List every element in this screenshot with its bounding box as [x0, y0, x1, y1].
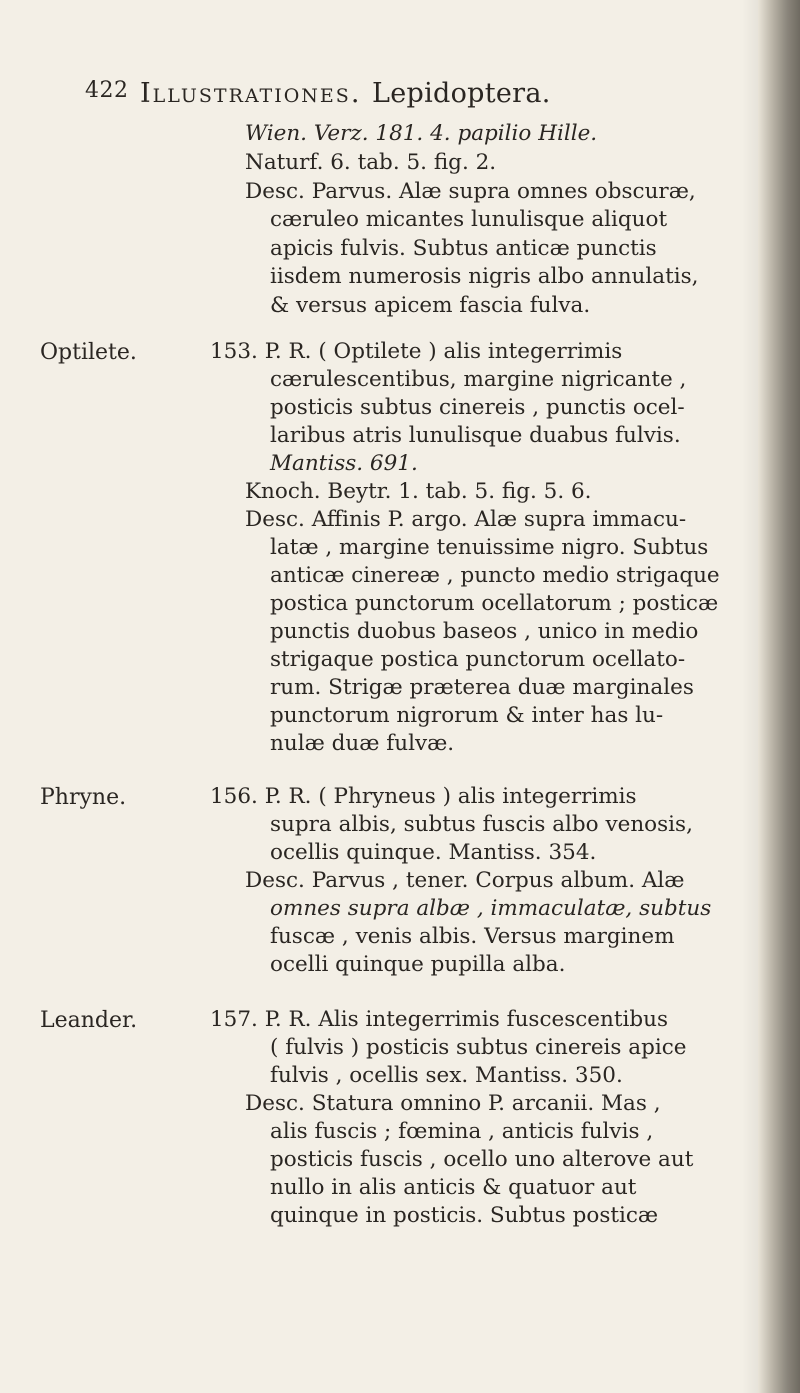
page-gutter: [758, 0, 800, 1393]
text-line: Desc. Affinis P. argo. Alæ supra immacu-: [245, 507, 687, 532]
text-line: cærulescentibus, margine nigricante ,: [270, 367, 687, 392]
text-line: punctis duobus baseos , unico in medio: [270, 619, 699, 644]
text-line: quinque in posticis. Subtus posticæ: [270, 1203, 659, 1228]
text-line: strigaque postica punctorum ocellato-: [270, 647, 686, 672]
text-line: Wien. Verz. 181. 4. papilio Hille.: [245, 121, 598, 146]
text-line: anticæ cinereæ , puncto medio strigaque: [270, 563, 720, 588]
text-line: ocelli quinque pupilla alba.: [270, 952, 566, 977]
text-line: Naturf. 6. tab. 5. fig. 2.: [245, 150, 497, 175]
page-header: [85, 78, 685, 118]
text-line: posticis fuscis , ocello uno alterove aut: [270, 1147, 694, 1172]
text-line: fuscæ , venis albis. Versus marginem: [270, 924, 675, 949]
text-line: ( fulvis ) posticis subtus cinereis apice: [270, 1035, 687, 1060]
running-title-main: Illustrationes.: [140, 78, 362, 109]
text-line: Mantiss. 691.: [270, 451, 418, 476]
text-line: apicis fulvis. Subtus anticæ punctis: [270, 236, 657, 261]
text-line: Desc. Statura omnino P. arcanii. Mas ,: [245, 1091, 661, 1116]
species-label: Phryne.: [40, 785, 127, 810]
text-line: nulæ duæ fulvæ.: [270, 731, 455, 756]
text-line: & versus apicem fascia fulva.: [270, 293, 591, 318]
text-line: ocellis quinque. Mantiss. 354.: [270, 840, 597, 865]
text-line: 153. P. R. ( Optilete ) alis integerrimis: [210, 339, 623, 364]
text-line: latæ , margine tenuissime nigro. Subtus: [270, 535, 709, 560]
text-line: laribus atris lunulisque duabus fulvis.: [270, 423, 681, 448]
text-line: Desc. Parvus. Alæ supra omnes obscuræ,: [245, 179, 696, 204]
species-label: Leander.: [40, 1008, 138, 1033]
text-line: Desc. Parvus , tener. Corpus album. Alæ: [245, 868, 685, 893]
text-line: supra albis, subtus fuscis albo venosis,: [270, 812, 693, 837]
text-line: 156. P. R. ( Phryneus ) alis integerrimis: [210, 784, 637, 809]
text-line: posticis subtus cinereis , punctis ocel-: [270, 395, 685, 420]
text-line: alis fuscis ; fœmina , anticis fulvis ,: [270, 1119, 654, 1144]
species-label: Optilete.: [40, 340, 137, 365]
text-line: punctorum nigrorum & inter has lu-: [270, 703, 664, 728]
running-title: [140, 78, 551, 109]
text-line: fulvis , ocellis sex. Mantiss. 350.: [270, 1063, 623, 1088]
text-line: rum. Strigæ præterea duæ marginales: [270, 675, 694, 700]
text-line: cæruleo micantes lunulisque aliquot: [270, 207, 668, 232]
running-title-sub: Lepidoptera.: [372, 78, 551, 109]
page-number: 422: [85, 78, 129, 103]
text-line: iisdem numerosis nigris albo annulatis,: [270, 264, 699, 289]
text-line: 157. P. R. Alis integerrimis fuscescentibus: [210, 1007, 669, 1032]
text-line: postica punctorum ocellatorum ; posticæ: [270, 591, 719, 616]
text-line: omnes supra albæ , immaculatæ, subtus: [270, 896, 712, 921]
text-line: Knoch. Beytr. 1. tab. 5. fig. 5. 6.: [245, 479, 592, 504]
text-line: nullo in alis anticis & quatuor aut: [270, 1175, 637, 1200]
